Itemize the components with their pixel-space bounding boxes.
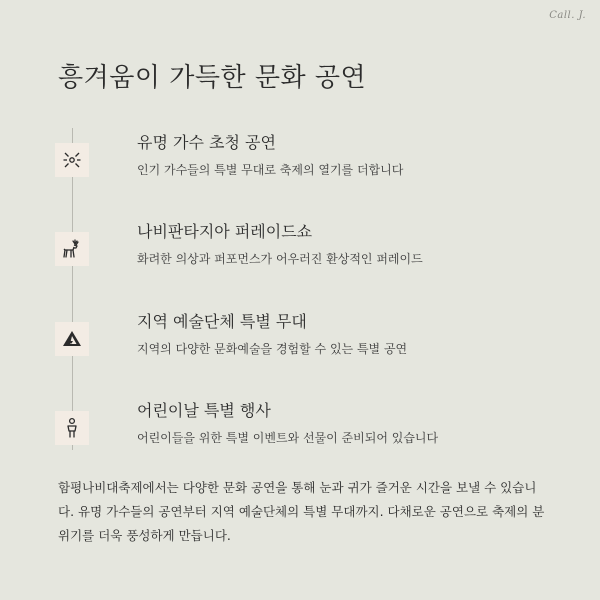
event-description: 인기 가수들의 특별 무대로 축제의 열기를 더합니다	[137, 163, 404, 177]
event-description: 지역의 다양한 문화예술을 경험할 수 있는 특별 공연	[137, 342, 408, 356]
event-item-singer	[0, 130, 600, 210]
summary-paragraph: 함평나비대축제에서는 다양한 문화 공연을 통해 눈과 귀가 즐거운 시간을 보낼 수 있습니다. 유명 가수들의 공연부터 지역 예술단체의 특별 무대까지. 다채로운 공연으로 축제의 분위기를 더욱 풍성하게 만듭니다.	[58, 480, 545, 543]
page-title: 흥겨움이 가득한 문화 공연	[58, 63, 367, 93]
event-description: 화려한 의상과 퍼포먼스가 어우러진 환상적인 퍼레이드	[137, 252, 423, 266]
event-title: 유명 가수 초청 공연	[137, 133, 276, 152]
child-icon	[55, 411, 89, 445]
triangle-logo-icon	[55, 322, 89, 356]
event-item-local-arts	[0, 309, 600, 389]
event-item-parade	[0, 219, 600, 299]
event-item-childrens-day	[0, 398, 600, 478]
deer-icon	[55, 232, 89, 266]
event-description: 어린이들을 위한 특별 이벤트와 선물이 준비되어 있습니다	[137, 431, 439, 445]
event-title: 어린이날 특별 행사	[137, 401, 271, 420]
event-title: 나비판타지아 퍼레이드쇼	[137, 222, 313, 241]
event-title: 지역 예술단체 특별 무대	[137, 312, 307, 331]
performer-sparkle-icon	[55, 143, 89, 177]
signature: Call. J.	[549, 10, 586, 21]
